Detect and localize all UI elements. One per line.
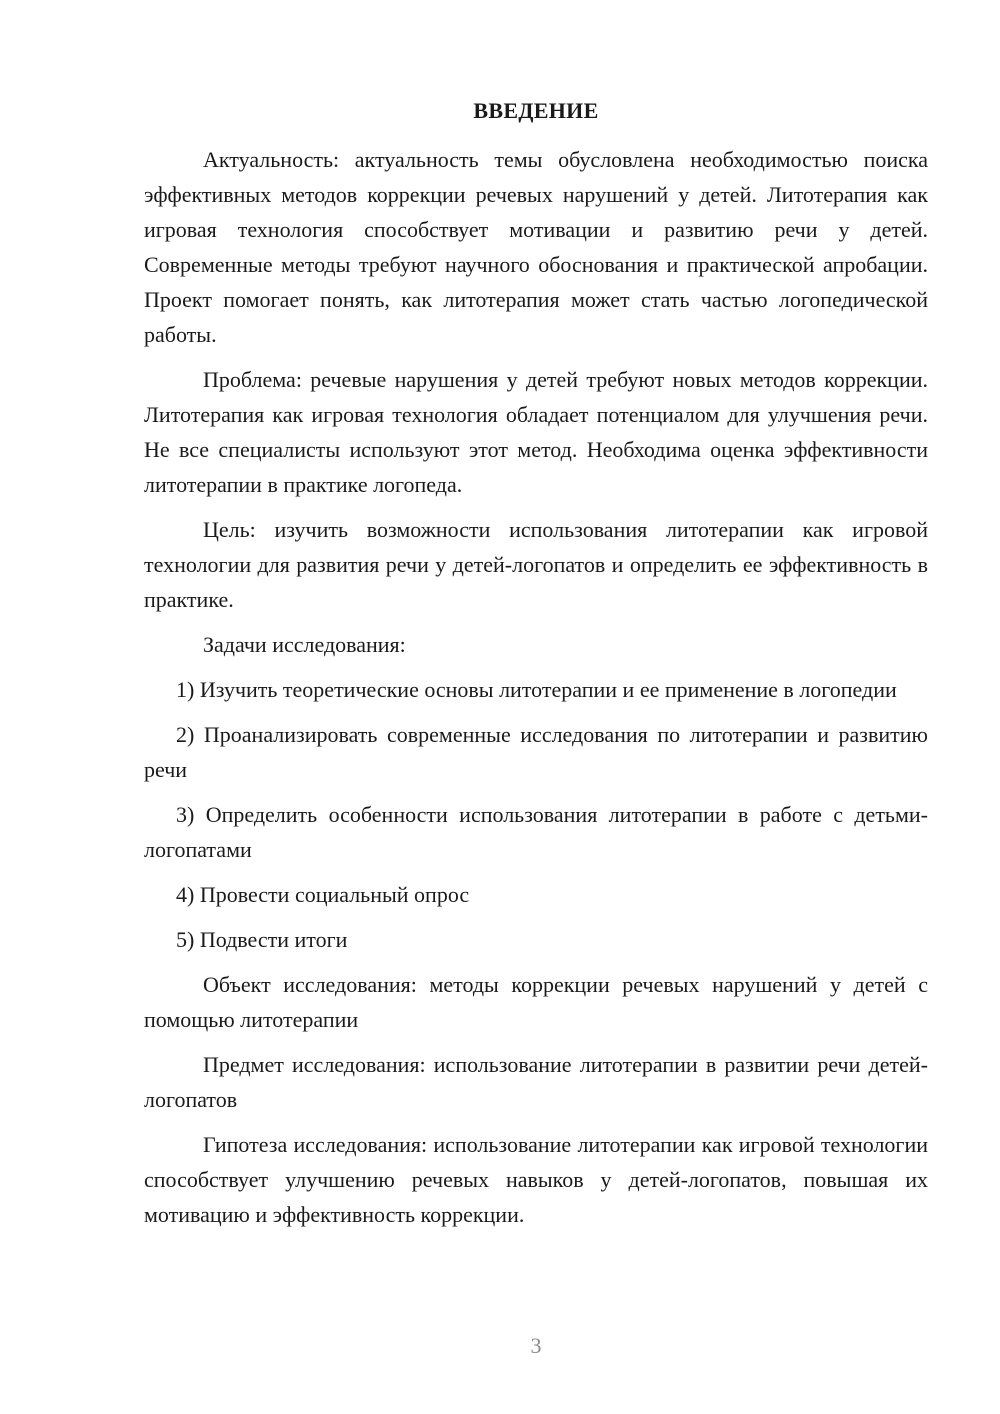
document-body (144, 142, 928, 1242)
paragraph-goal: Цель: изучить возможности использования литотерапии как игровой технологии для развития речи у детей-логопатов и определить ее эффективность в практике. (144, 517, 928, 612)
task-item: 5) Подвести итоги (176, 927, 348, 952)
tasks-heading: Задачи исследования: (203, 632, 406, 657)
task-item: 4) Провести социальный опрос (176, 882, 470, 907)
task-item: 2) Проанализировать современные исследования по литотерапии и развитию речи (144, 722, 928, 782)
task-item: 3) Определить особенности использования литотерапии в работе с детьми-логопатами (144, 802, 928, 862)
paragraph-relevance: Актуальность: актуальность темы обусловлена необходимостью поиска эффективных методов коррекции речевых нарушений у детей. Литотерапия как игровая технология способствует мотивации и развитию речи у детей. Современные методы требуют научного обоснования и практической апробации. Проект помогает понять, как литотерапия может стать частью логопедической работы. (144, 147, 928, 347)
page-title: ВВЕДЕНИЕ (473, 98, 599, 123)
paragraph-subject: Предмет исследования: использование литотерапии в развитии речи детей-логопатов (144, 1052, 928, 1112)
task-item: 1) Изучить теоретические основы литотерапии и ее применение в логопедии (176, 677, 897, 702)
paragraph-object: Объект исследования: методы коррекции речевых нарушений у детей с помощью литотерапии (144, 972, 928, 1032)
paragraph-problem: Проблема: речевые нарушения у детей требуют новых методов коррекции. Литотерапия как игровая технология обладает потенциалом для улучшения речи. Не все специалисты используют этот метод. Необходима оценка эффективности литотерапии в практике логопеда. (144, 367, 928, 497)
paragraph-hypothesis: Гипотеза исследования: использование литотерапии как игровой технологии способствует улучшению речевых навыков у детей-логопатов, повышая их мотивацию и эффективность коррекции. (144, 1132, 928, 1227)
page-number: 3 (530, 1333, 542, 1358)
